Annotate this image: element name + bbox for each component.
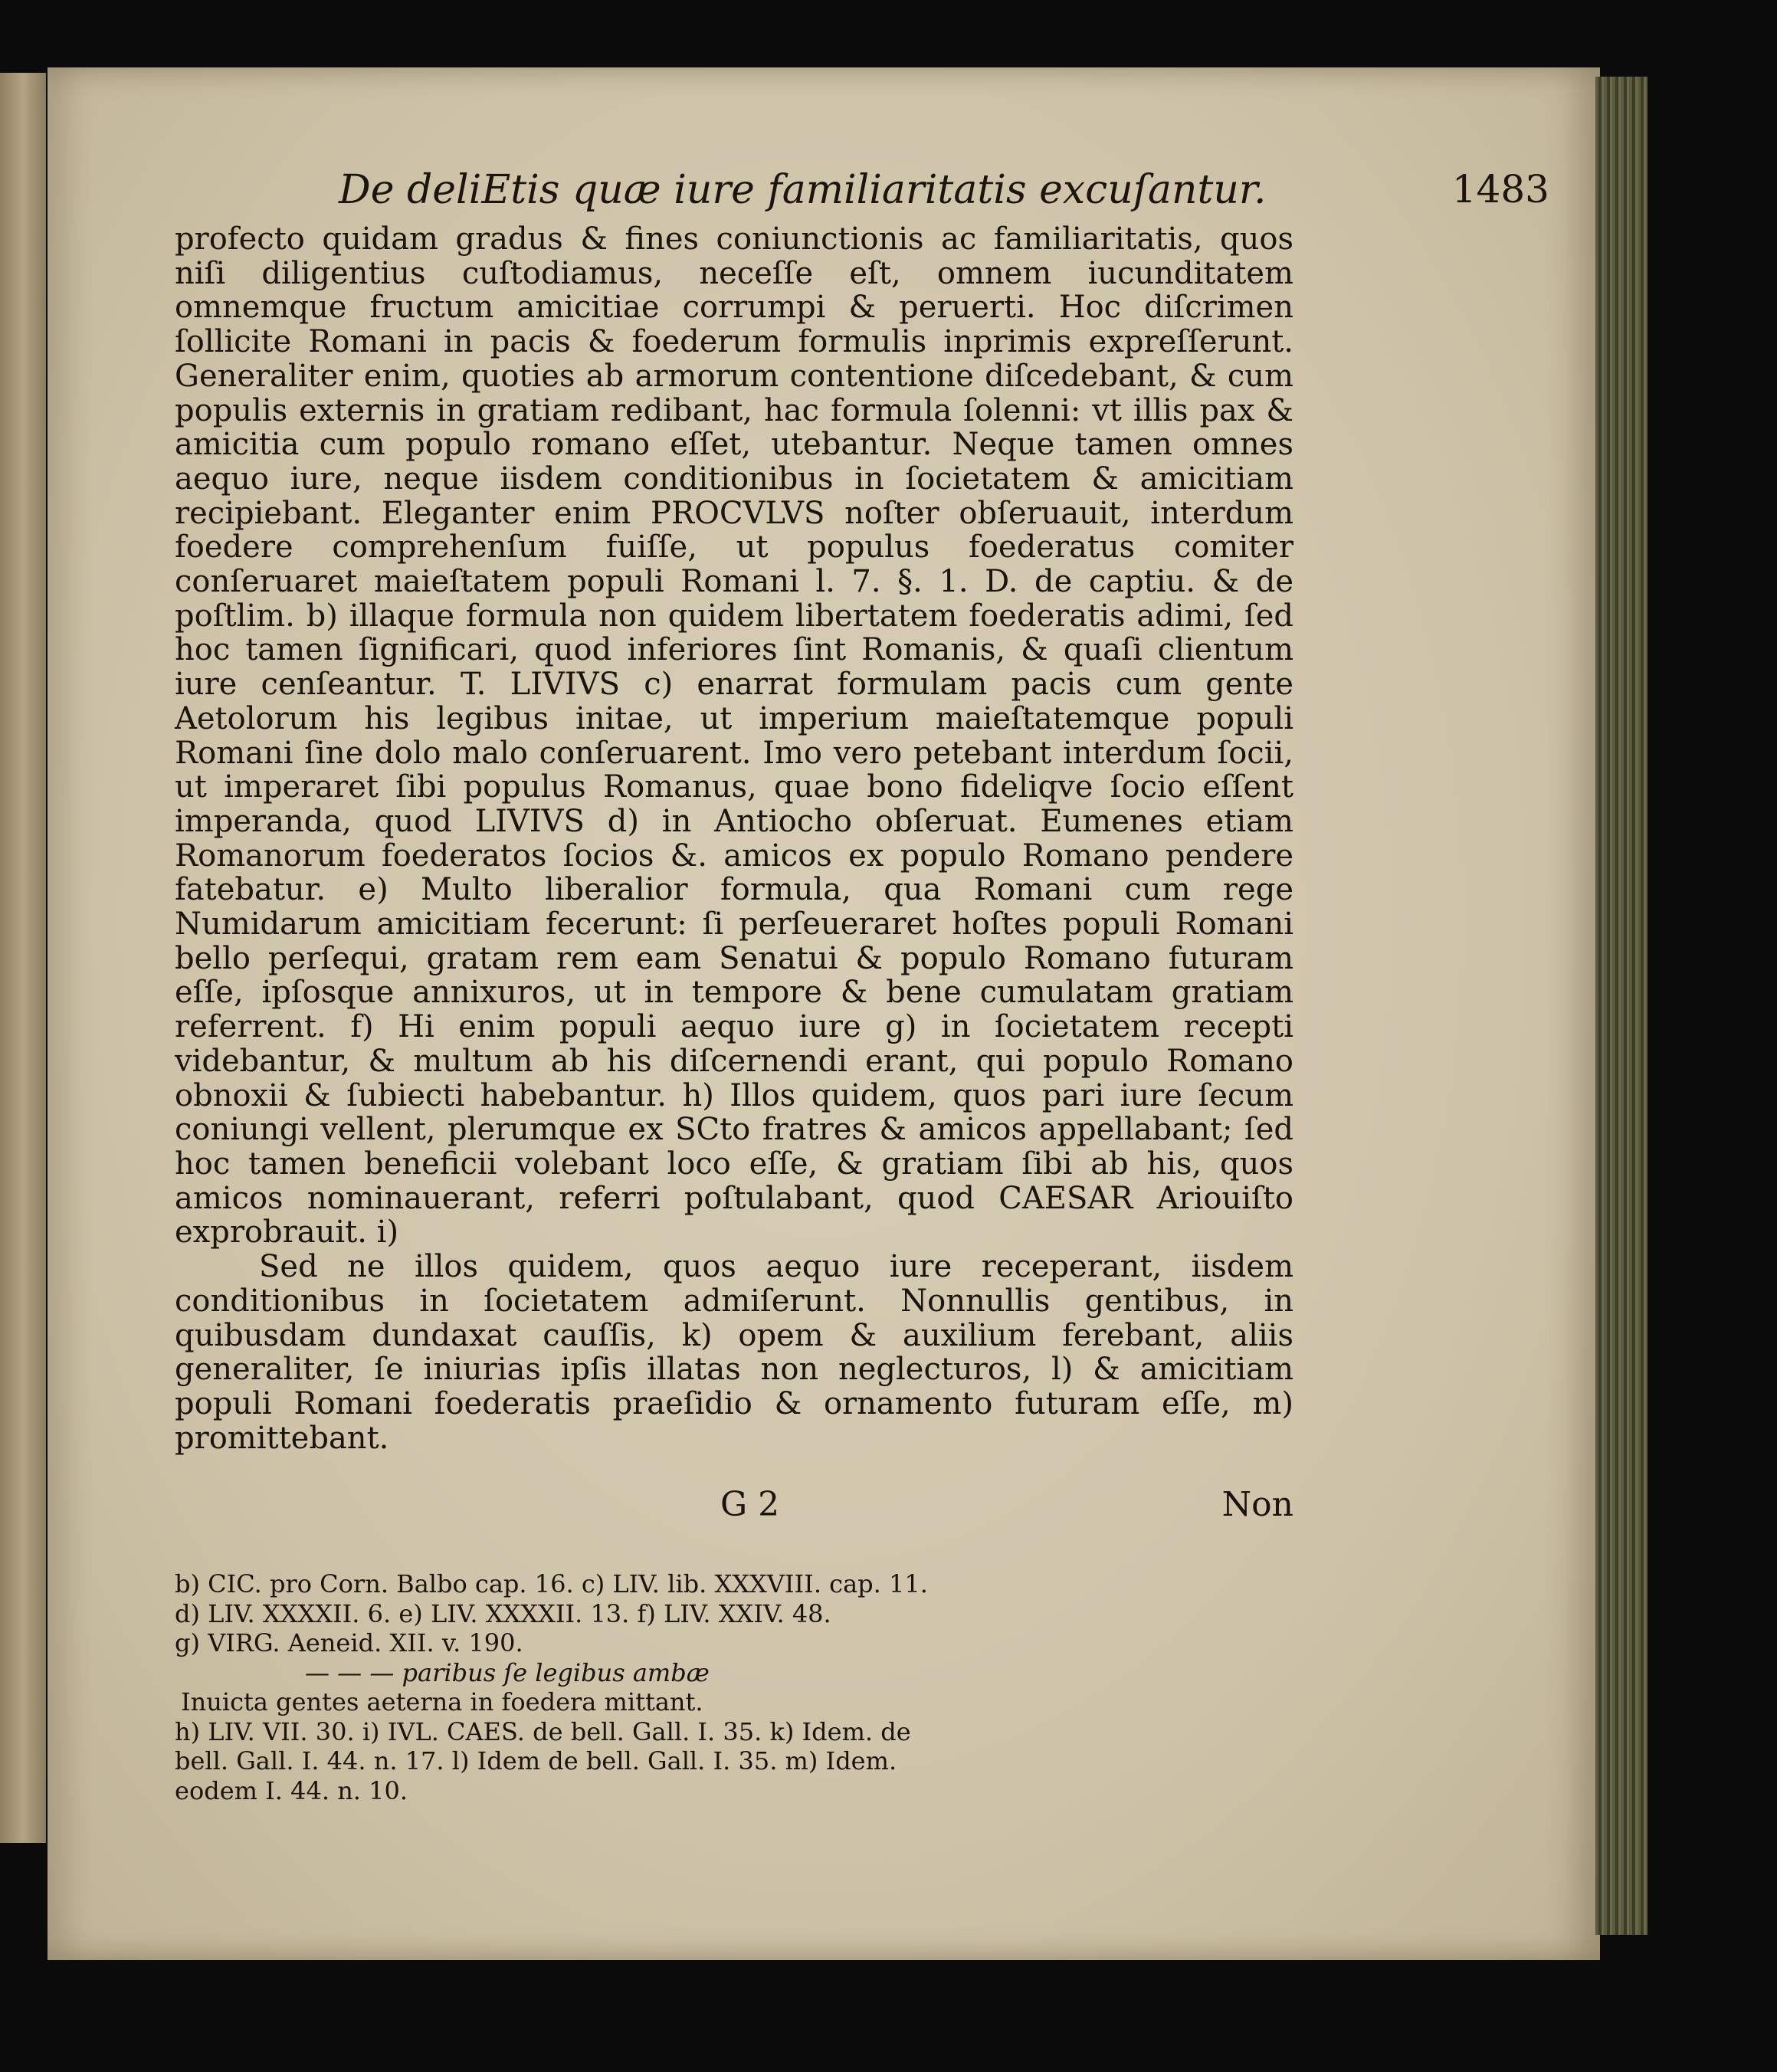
- footnote-line: eodem I. 44. n. 10.: [175, 1775, 408, 1805]
- page-footer: [175, 1485, 1293, 1528]
- running-title: De deliEtis quæ iure familiaritatis excuſantur.: [339, 167, 1267, 213]
- paragraph-1: profecto quidam gradus & fines coniunctionis ac familiaritatis, quos niſi diligentius cuſtodiamus, neceſſe eſt, omnem iucunditatem omnemque fructum amicitiae corrumpi & peruerti. Hoc diſcrimen ſollicite Romani in pacis & foederum formulis inprimis expreſſerunt. Generaliter enim, quoties ab armorum contentione diſcedebant, & cum populis externis in gratiam redibant, hac formula ſolenni: vt illis pax & amicitia cum populo romano eſſet, utebantur. Neque tamen omnes aequo iure, neque iisdem conditionibus in ſocietatem & amicitiam recipiebant. Eleganter enim PROCVLVS noſter obſeruauit, interdum foedere comprehenſum fuiſſe, ut populus foederatus comiter conſeruaret maieſtatem populi Romani l. 7. §. 1. D. de captiu. & de poſtlim. b) illaque formula non quidem libertatem foederatis adimi, ſed hoc tamen ſignificari, quod inferiores ſint Romanis, & quaſi clientum iure cenſeantur. T. LIVIVS c) enarrat formulam pacis cum gente Aetolorum his legibus initae, ut imperium maieſtatemque populi Romani ſine dolo malo conſeruarent. Imo vero petebant interdum ſocii, ut imperaret ſibi populus Romanus, quae bono fideliqve ſocio eſſent imperanda, quod LIVIVS d) in Antiocho obſeruat. Eumenes etiam Romanorum foederatos ſocios &. amicos ex populo Romano pendere fatebatur. e) Multo liberalior formula, qua Romani cum rege Numidarum amicitiam fecerunt: ſi perſeueraret hoſtes populi Romani bello perſequi, gratam rem eam Senatui & populo Romano futuram eſſe, ipſosque annixuros, ut in tempore & bene cumulatam gratiam referrent. f) Hi enim populi aequo iure g) in ſocietatem recepti videbantur, & multum ab his diſcernendi erant, qui populo Romano obnoxii & ſubiecti habebantur. h) Illos quidem, quos pari iure ſecum coniungi vellent, plerumque ex SCto fratres & amicos appellabant; ſed hoc tamen beneficii volebant loco eſſe, & gratiam ſibi ab his, quos amicos nominauerant, referri poſtulabant, quod CAESAR Ariouiſto exprobrauit. i): [175, 221, 1293, 1251]
- facing-page-edge: [0, 73, 46, 1843]
- footnote-line: g) VIRG. Aeneid. XII. v. 190.: [175, 1628, 523, 1657]
- footnote-verse: Inuicta gentes aeterna in foedera mittant.: [181, 1687, 703, 1716]
- footnote-line: h) LIV. VII. 30. i) IVL. CAES. de bell. Gall. I. 35. k) Idem. de: [175, 1716, 911, 1746]
- footnote-line: bell. Gall. I. 44. n. 17. l) Idem de bell. Gall. I. 35. m) Idem.: [175, 1746, 897, 1775]
- page-header: [339, 167, 1549, 221]
- book-spine: [1595, 77, 1647, 1935]
- footnote-line: b) CIC. pro Corn. Balbo cap. 16. c) LIV. lib. XXXVIII. cap. 11.: [175, 1569, 928, 1598]
- catchword: Non: [1221, 1485, 1293, 1524]
- paragraph-2: Sed ne illos quidem, quos aequo iure receperant, iisdem conditionibus in ſocietatem admiſerunt. Nonnullis gentibus, in quibusdam dundaxat cauſſis, k) opem & auxilium ferebant, aliis generaliter, ſe iniurias ipſis illatas non neglecturos, l) & amicitiam populi Romani foederatis praeſidio & ornamento futuram eſſe, m) promittebant.: [175, 1249, 1293, 1456]
- signature-mark: G 2: [720, 1485, 780, 1524]
- main-text: [175, 222, 1293, 1455]
- page-number: 1483: [1451, 167, 1549, 211]
- footnote-line: d) LIV. XXXXII. 6. e) LIV. XXXXII. 13. f) LIV. XXIV. 48.: [175, 1598, 831, 1628]
- footnotes: [175, 1569, 1293, 1805]
- footnote-verse: — — — paribus ſe legibus ambæ: [305, 1657, 710, 1687]
